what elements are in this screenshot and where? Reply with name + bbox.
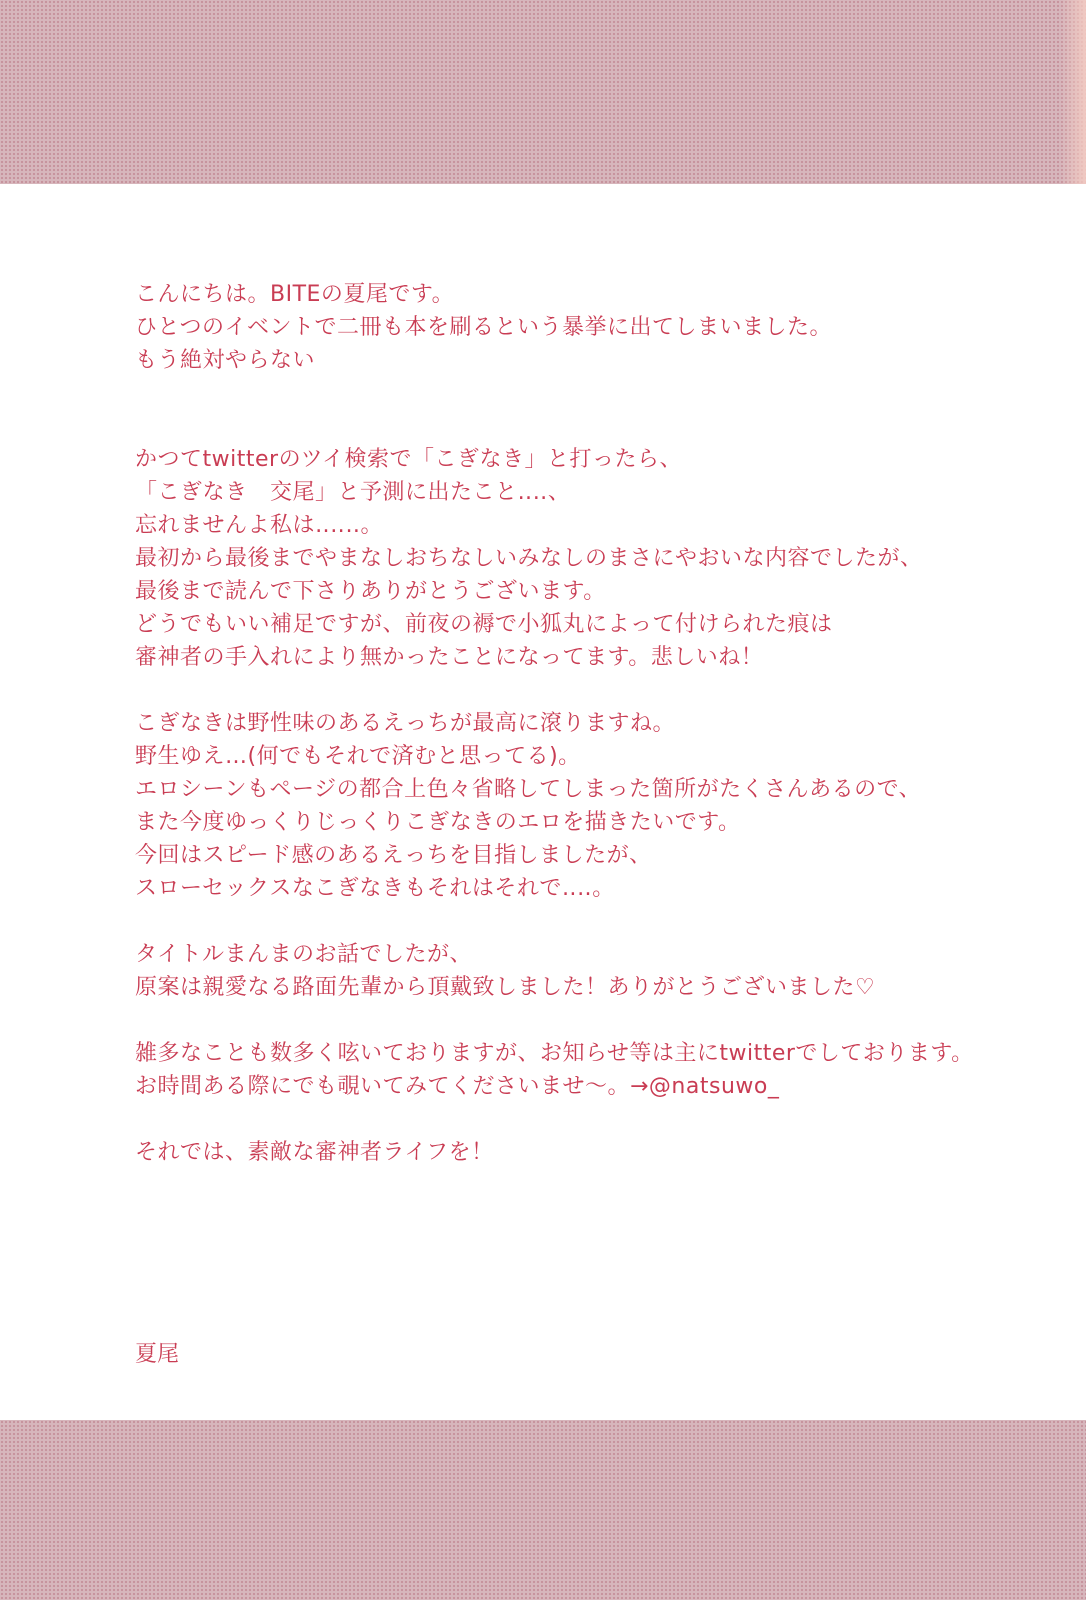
twitter-line: 雑多なことも数多く呟いておりますが、お知らせ等は主にtwitterでしております。 <box>135 1041 974 1066</box>
greeting-line: ひとつのイベントで二冊も本を刷るという暴挙に出てしまいました。 <box>135 315 833 340</box>
top-halftone-band <box>0 0 1086 184</box>
closing-paragraph <box>135 1136 1055 1169</box>
paragraph-spacer <box>135 674 1055 707</box>
title-note-paragraph <box>135 938 1055 1004</box>
greeting-line: こんにちは。BITEの夏尾です。 <box>135 282 455 307</box>
story-line: 最後まで読んで下さりありがとうございます。 <box>135 579 606 604</box>
thoughts-line: エロシーンもページの都合上色々省略してしまった箇所がたくさんあるので、 <box>135 777 922 802</box>
thoughts-line: 野生ゆえ…(何でもそれで済むと思ってる)。 <box>135 744 581 769</box>
greeting-line: もう絶対やらない <box>135 348 316 373</box>
story-paragraph <box>135 443 1055 674</box>
bottom-halftone-band <box>0 1420 1086 1600</box>
thoughts-line: また今度ゆっくりじっくりこぎなきのエロを描きたいです。 <box>135 810 741 835</box>
closing-line: それでは、素敵な審神者ライフを！ <box>135 1140 494 1165</box>
paragraph-spacer <box>135 377 1055 443</box>
afterword-text <box>135 278 1055 1169</box>
thoughts-line: こぎなきは野性味のあるえっちが最高に滾りますね。 <box>135 711 676 736</box>
story-line: かつてtwitterのツイ検索で「こぎなき」と打ったら、 <box>135 447 683 472</box>
paragraph-spacer <box>135 1103 1055 1136</box>
thoughts-paragraph <box>135 707 1055 905</box>
story-line: 「こぎなき 交尾」と予測に出たこと‥‥、 <box>135 480 571 505</box>
twitter-line: お時間ある際にでも覗いてみてくださいませ〜。→@natsuwo_ <box>135 1074 780 1099</box>
title-note-line: タイトルまんまのお話でしたが、 <box>135 942 473 967</box>
paragraph-spacer <box>135 905 1055 938</box>
story-line: 忘れませんよ私は‥‥‥。 <box>135 513 384 538</box>
story-line: 最初から最後までやまなしおちなしいみなしのまさにやおいな内容でしたが、 <box>135 546 923 571</box>
story-line: どうでもいい補足ですが、前夜の褥で小狐丸によって付けられた痕は <box>135 612 833 637</box>
thoughts-line: スローセックスなこぎなきもそれはそれで‥‥。 <box>135 876 615 901</box>
title-note-line: 原案は親愛なる路面先輩から頂戴致しました！ありがとうございました♡ <box>135 975 876 1000</box>
thoughts-line: 今回はスピード感のあるえっちを目指しましたが、 <box>135 843 652 868</box>
twitter-paragraph <box>135 1037 1055 1103</box>
greeting-paragraph <box>135 278 1055 377</box>
paragraph-spacer <box>135 1004 1055 1037</box>
story-line: 審神者の手入れにより無かったことになってます。悲しいね！ <box>135 645 764 670</box>
author-signature: 夏尾 <box>135 1342 180 1367</box>
